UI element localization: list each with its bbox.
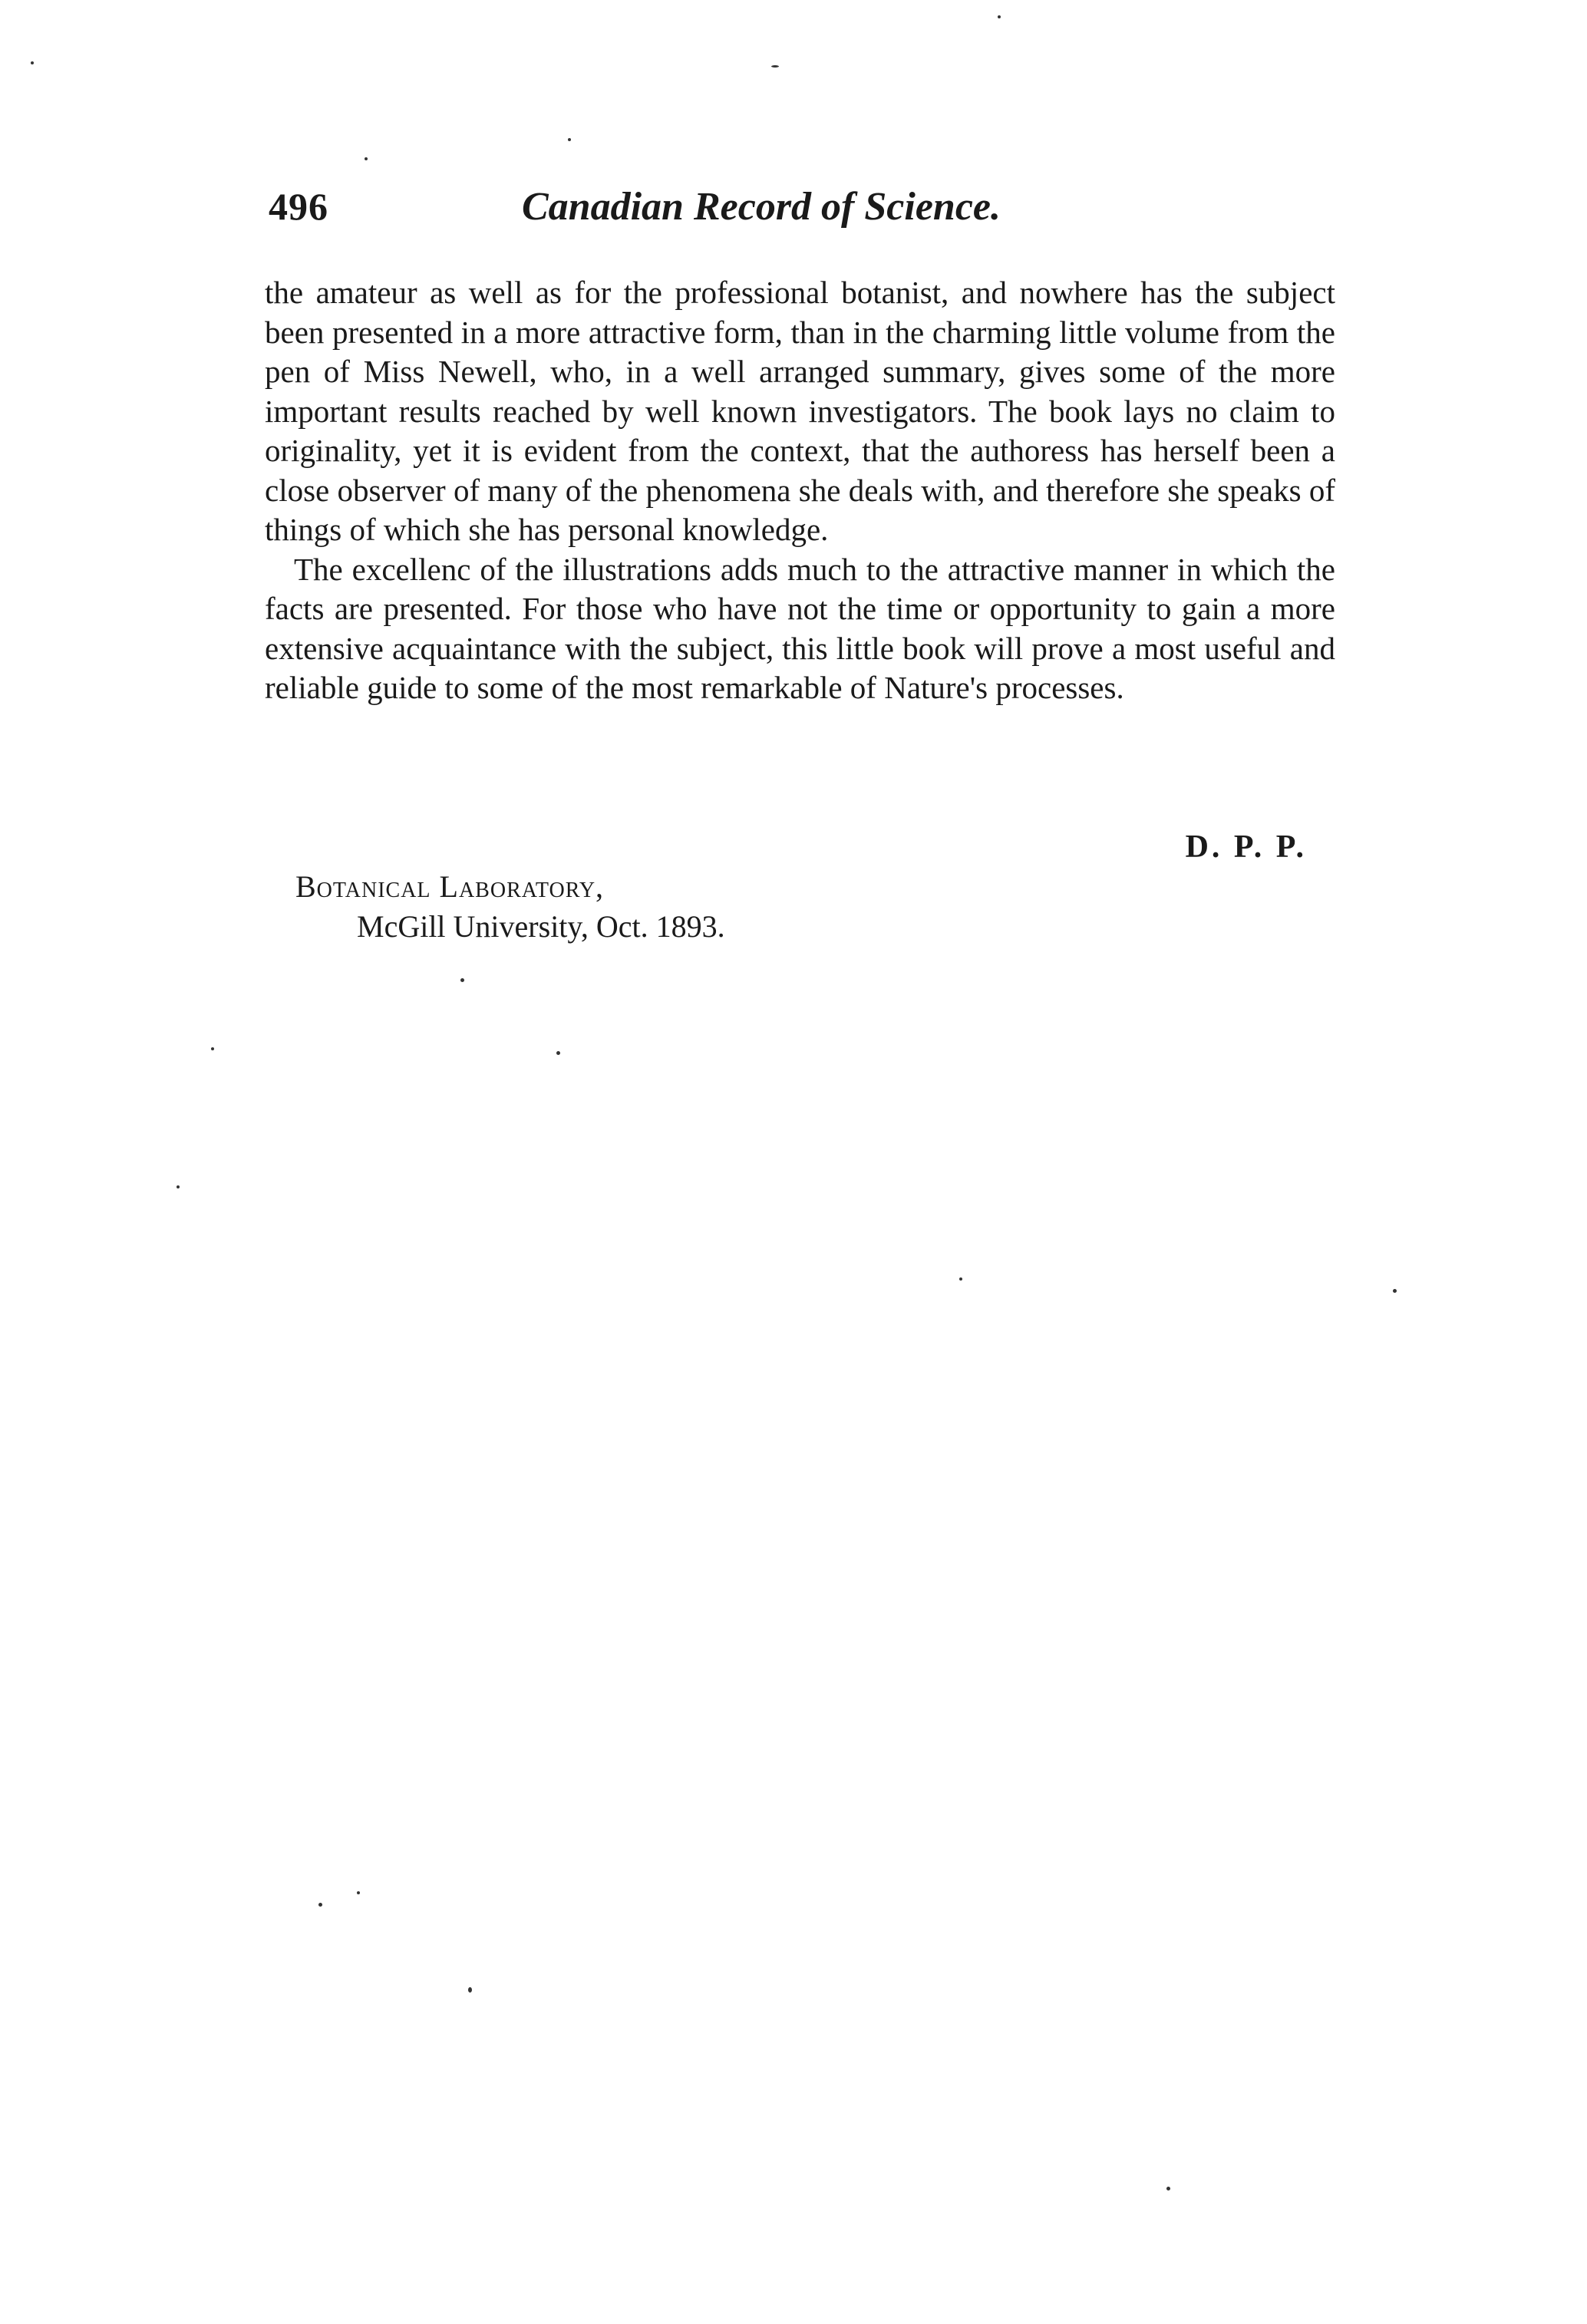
scan-speck [1166,2187,1170,2190]
scan-speck [1393,1289,1397,1293]
paragraph-2: The excellenc of the illustrations adds much to the attractive manner in which the facts are presented. For those who have not the time or opportunity to gain a more extensive acquaintance with the subject, this little book will prove a most useful and reliable guide to some of the most remarkable of Nature's processes. [265,551,1335,705]
scan-speck [211,1047,214,1050]
scan-speck [998,15,1001,18]
scan-speck [357,1891,360,1894]
scan-speck [365,157,368,160]
page-number: 496 [269,185,328,228]
scan-speck [468,1987,472,1993]
scan-speck [460,978,464,982]
article-body [265,273,1335,708]
scan-speck [959,1277,962,1281]
scan-speck [177,1185,180,1188]
scan-speck [318,1903,322,1907]
running-title: Canadian Record of Science. [522,185,1001,229]
affiliation-block [295,867,725,947]
scan-speck [568,138,571,141]
paragraph-1: the amateur as well as for the professional botanist, and nowhere has the subject been presented in a more attractive form, than in the charming little volume from the pen of Miss Newell, who, in a well arranged summary, gives some of the more important results reached by well known investigators. The book lays no claim to originality, yet it is evident from the context, that the authoress has herself been a close observer of many of the phenomena she deals with, and therefore she speaks of things of which she has personal knowledge. [265,275,1335,547]
affiliation-university-date: McGill University, Oct. 1893. [357,909,725,944]
scan-speck [556,1051,560,1055]
author-initials: D. P. P. [1185,829,1307,865]
scan-speck [771,65,779,68]
affiliation-laboratory: Botanical Laboratory, [295,869,605,904]
scan-speck [31,61,34,64]
